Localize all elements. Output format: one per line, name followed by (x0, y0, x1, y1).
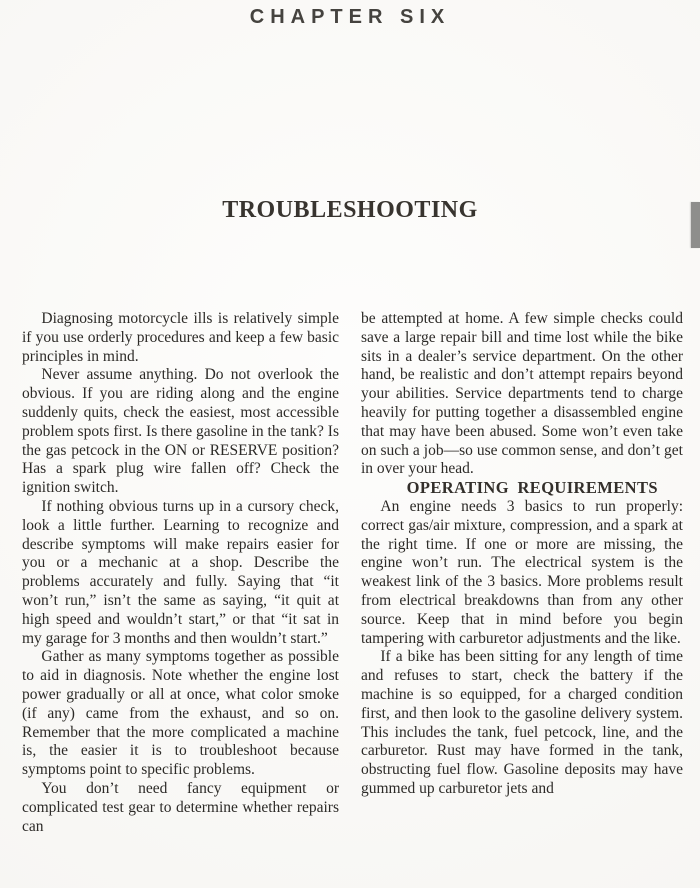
page-edge-tab (691, 202, 700, 248)
text-columns (22, 310, 683, 836)
paragraph: An engine needs 3 basics to run properly: correct gas/air mixture, compression, and a spark at the right time. If one or more are missing, the engine won’t run. The electrical system is the weakest link of the 3 basics. More problems result from electrical breakdowns than from any other source. Keep that in mind before you begin tampering with carburetor adjustments and the like. (361, 497, 683, 647)
right-column-paragraphs (361, 498, 683, 799)
paragraph: Gather as many symptoms together as possible to aid in diagnosis. Note whether the engine lost power gradually or all at once, what color smoke (if any) came from the exhaust, and so on. Remember that the more complicated a machine is, the easier it is to troubleshoot because symptoms point to specific problems. (22, 648, 339, 779)
paragraph: Diagnosing motorcycle ills is relatively simple if you use orderly procedures and keep a few basic principles in mind. (22, 310, 339, 365)
paragraph: If nothing obvious turns up in a cursory check, look a little further. Learning to recognize and describe symptoms will make repairs easier for you or a mechanic at a shop. Describe the problems accurately and fully. Saying that “it won’t run,” isn’t the same as saying, “it quit at high speed and wouldn’t start,” or that “it sat in my garage for 3 months and then wouldn’t start.” (22, 497, 339, 647)
paragraph-continuation: be attempted at home. A few simple checks could save a large repair bill and time lost while the bike sits in a dealer’s service department. On the other hand, be realistic and don’t attempt repairs beyond your abilities. Service departments tend to charge heavily for putting together a disassembled engine that may have been abused. Some won’t even take on such a job—so use common sense, and don’t get in over your head. (361, 310, 683, 478)
paragraph: If a bike has been sitting for any length of time and refuses to start, check the battery if the machine is so equipped, for a charged condition first, and then look to the gasoline delivery system. This includes the tank, fuel petcock, line, and the carburetor. Rust may have formed in the tank, obstructing fuel flow. Gasoline deposits may have gummed up carburetor jets and (361, 648, 683, 797)
paragraph: You don’t need fancy equipment or complicated test gear to determine whether repairs can (22, 779, 339, 835)
chapter-header: CHAPTER SIX (249, 6, 451, 28)
paragraph: Never assume anything. Do not overlook the obvious. If you are riding along and the engine suddenly quits, check the easiest, most accessible problem spots first. Is there gasoline in the tank? Is the gas petcock in the ON or RESERVE position? Has a spark plug wire fallen off? Check the ignition switch. (22, 366, 339, 497)
page-title: TROUBLESHOOTING (222, 197, 478, 223)
right-text-column (361, 310, 683, 836)
left-text-column (22, 310, 339, 836)
section-heading-operating-requirements: OPERATING REQUIREMENTS (406, 478, 658, 498)
